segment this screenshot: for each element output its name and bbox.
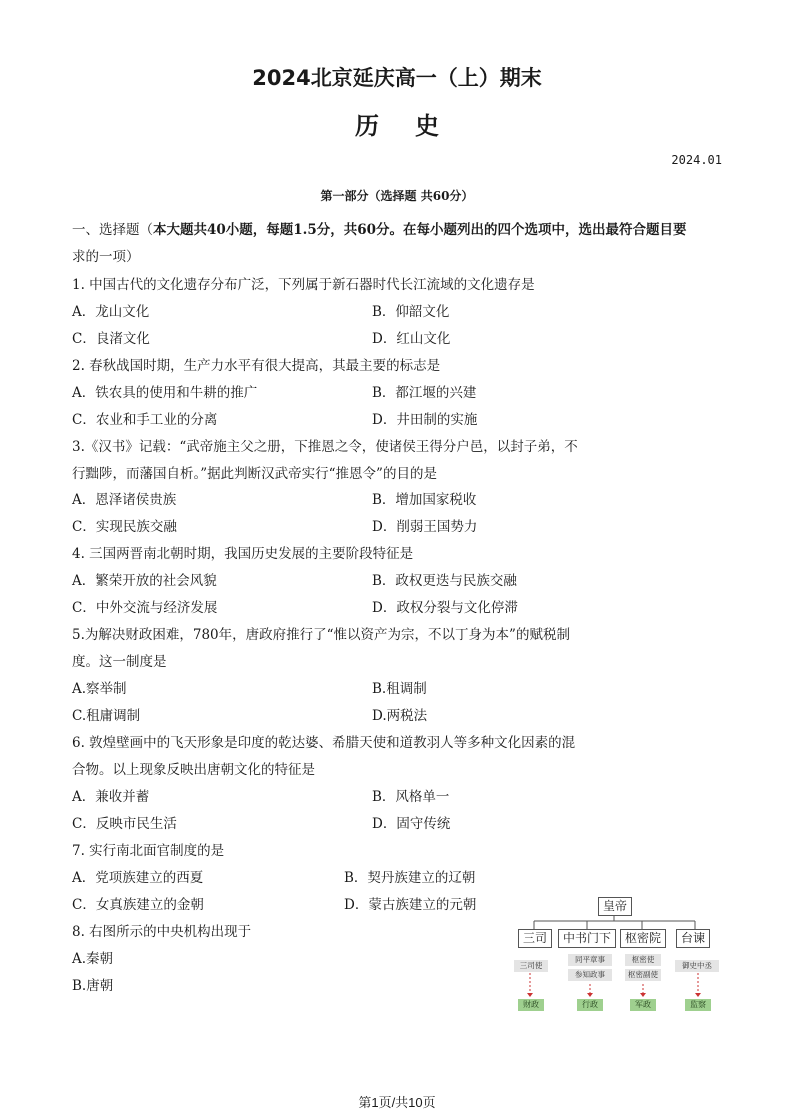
question-5-option-c: C.租庸调制 <box>72 708 141 724</box>
question-6-option-d: D．固守传统 <box>372 816 451 832</box>
taijian-box: 台谏 <box>676 929 710 948</box>
question-1-option-a: A．龙山文化 <box>72 304 150 320</box>
question-8-option-b: B.唐朝 <box>72 978 114 994</box>
sansishi-tag: 三司使 <box>514 960 548 972</box>
shumishi-tag: 枢密使 <box>625 954 661 966</box>
question-4-option-b: B．政权更迭与民族交融 <box>372 573 517 589</box>
sansi-box: 三司 <box>518 929 552 948</box>
question-5-option-a: A.察举制 <box>72 681 127 697</box>
question-7-option-b: B．契丹族建立的辽朝 <box>344 870 476 886</box>
question-2-option-b: B．都江堰的兴建 <box>372 385 477 401</box>
question-2-option-c: C．农业和手工业的分离 <box>72 412 218 428</box>
question-4-option-c: C．中外交流与经济发展 <box>72 600 218 616</box>
administration-chip: 行政 <box>577 999 603 1011</box>
question-3-option-d: D．削弱王国势力 <box>372 519 478 535</box>
question-7-stem: 7. 实行南北面官制度的是 <box>72 843 225 859</box>
question-6-stem-line-2: 合物。以上现象反映出唐朝文化的特征是 <box>72 762 315 778</box>
question-5-option-b: B.租调制 <box>372 681 427 697</box>
government-structure-diagram <box>512 893 722 1018</box>
question-4-option-d: D．政权分裂与文化停滞 <box>372 600 518 616</box>
question-1-option-c: C．良渚文化 <box>72 331 150 347</box>
question-7-option-a: A．党项族建立的西夏 <box>72 870 204 886</box>
instructions-prefix: 一、选择题（ <box>72 222 153 238</box>
canzhizhengshi-tag: 参知政事 <box>568 969 612 981</box>
question-3-stem-line-1: 3.《汉书》记载：“武帝施主父之册，下推恩之令，使诸侯王得分户邑，以封子弟，不 <box>72 439 578 455</box>
subject-title: 历史 <box>355 112 475 140</box>
page-number: 第1页/共10页 <box>358 1095 436 1110</box>
military-chip: 军政 <box>630 999 656 1011</box>
question-3-option-b: B．增加国家税收 <box>372 492 477 508</box>
question-6-option-c: C．反映市民生活 <box>72 816 177 832</box>
emperor-box: 皇帝 <box>598 897 632 916</box>
question-2-option-d: D．井田制的实施 <box>372 412 478 428</box>
question-2-option-a: A．铁农具的使用和牛耕的推广 <box>72 385 258 401</box>
question-3-option-a: A．恩泽诸侯贵族 <box>72 492 177 508</box>
question-7-option-c: C．女真族建立的金朝 <box>72 897 204 913</box>
question-6-stem-line-1: 6. 敦煌壁画中的飞天形象是印度的乾达婆、希腊天使和道教羽人等多种文化因素的混 <box>72 735 576 751</box>
shumiyuan-box: 枢密院 <box>620 929 666 948</box>
question-4-stem: 4. 三国两晋南北朝时期，我国历史发展的主要阶段特征是 <box>72 546 414 562</box>
tongpingzhangshi-tag: 同平章事 <box>568 954 612 966</box>
question-3-stem-line-2: 行黜陟，而藩国自析。”据此判断汉武帝实行“推恩令”的目的是 <box>72 466 437 482</box>
question-5-stem-line-2: 度。这一制度是 <box>72 654 167 670</box>
finance-chip: 财政 <box>518 999 544 1011</box>
question-2-stem: 2. 春秋战国时期，生产力水平有很大提高，其最主要的标志是 <box>72 358 441 374</box>
question-1-option-d: D．红山文化 <box>372 331 451 347</box>
exam-title: 2024北京延庆高一（上）期末 <box>252 66 542 90</box>
zhongshu-menxia-box: 中书门下 <box>558 929 616 948</box>
instructions-line-2: 求的一项） <box>72 249 140 265</box>
question-8-option-a: A.秦朝 <box>72 951 114 967</box>
yushizhongcheng-tag: 御史中丞 <box>675 960 719 972</box>
question-5-option-d: D.两税法 <box>372 708 428 724</box>
question-6-option-b: B．风格单一 <box>372 789 450 805</box>
question-5-stem-line-1: 5.为解决财政困难，780年，唐政府推行了“惟以资产为宗，不以丁身为本”的赋税制 <box>72 627 570 643</box>
section-heading: 第一部分（选择题 共60分） <box>320 189 474 203</box>
question-1-option-b: B．仰韶文化 <box>372 304 450 320</box>
question-7-option-d: D．蒙古族建立的元朝 <box>344 897 477 913</box>
question-1-stem: 1. 中国古代的文化遗存分布广泛，下列属于新石器时代长江流域的文化遗存是 <box>72 277 535 293</box>
question-6-option-a: A．兼收并蓄 <box>72 789 150 805</box>
question-3-option-c: C．实现民族交融 <box>72 519 177 535</box>
instructions-line-1 <box>72 220 687 240</box>
instructions-bold: 本大题共40小题，每题1.5分，共60分。在每小题列出的四个选项中，选出最符合题目要 <box>153 222 687 238</box>
question-8-stem: 8. 右图所示的中央机构出现于 <box>72 924 252 940</box>
exam-date: 2024.01 <box>671 153 722 167</box>
shumifushi-tag: 枢密副使 <box>625 969 661 981</box>
supervision-chip: 监察 <box>685 999 711 1011</box>
question-4-option-a: A．繁荣开放的社会风貌 <box>72 573 217 589</box>
